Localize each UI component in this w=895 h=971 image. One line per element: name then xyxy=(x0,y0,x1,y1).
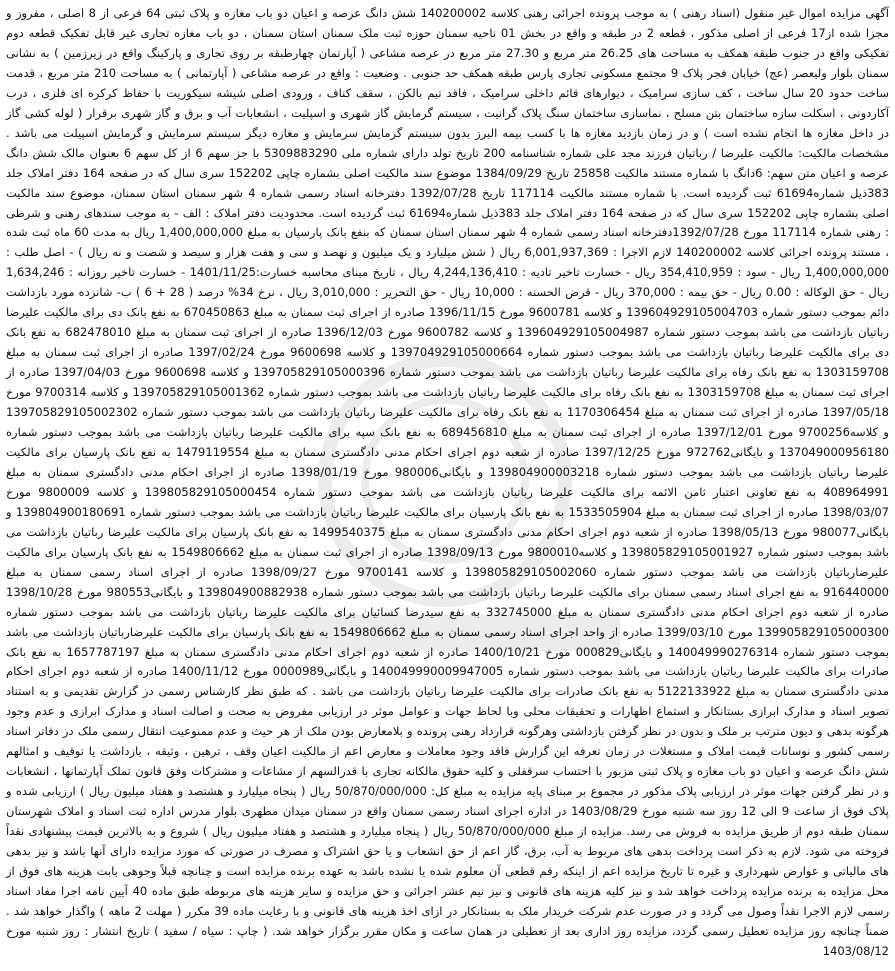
auction-notice-text: آگهی مزایده اموال غیر منقول (اسناد رهنی ) به موجب پرونده اجرائی رهنی کلاسه 140200002 شش دانگ عرصه و اعیان دو باب مغازه و پلاک ثبتی 64 فرعی از 8 اصلی ، مفروز و مجزا شده از17 فرعی از اصلی مذکور ، قطعه 2 در طبقه و واقع در بخش 01 ناحیه سمنان حوزه ثبت ملک سمنان استان سمنان ، دو باب مغازه تجاری غیر قابل تفکیک قطعه دوم تفکیکی واقع در جنوب طبقه همکف به مساحت های 26.25 متر مربع و 27.30 متر مربع در عرصه مشاعی ( آپارتمان چهارطبقه بر روی تجاری و پارکینگ واقع در زیرزمین ) به نشانی سمنان بلوار ولیعصر (عج) خیابان فجر پلاک 9 مجتمع مسکونی تجاری پارس طبقه همکف حد جنوبی . وضعیت : واقع در عرصه مشاعی ( آپارتمانی ) به مساحت 210 متر مربع ، قدمت ساخت حدود 20 سال ساخت ، کف سازی سرامیک ، دیوارهای قائم داخلی سرامیک ، فاقد تیم بالکن ، سقف کناف ، ورودی اصلی شیشه سیکوریت با حفاظ کرکره ای فلزی ، درب آکاردونی ، اسکلت سازه ساختمان بتن مسلح ، نماسازی ساختمان سنگ پلاک گرانیت ، سیستم گرمایش گاز شهری و اسپلیت ، انشعابات آب و برق و گاز شهری برقرار ( لوله کشی گاز در داخل مغازه ها انجام نشده است ) و در زمان بازدید مغازه ها با کسب بیمه البرز بدون سیستم گرمایش سرمایش و مغازه دیگر سیستم سرمایش و گرمایش اسپیلت می باشد . مشخصات مالکیت: مالکیت علیرضا / رباتیان فرزند مجد علی شماره شناسنامه 200 تاریخ تولد دارای شماره ملی 5309883290 با جز سهم 6 از کل سهم 6 بعنوان مالک شش دانگ عرصه و اعیان متن سهم: 6دانگ با شماره مستند مالکیت 25858 تاریخ 1384/09/29 موضوع سند مالکیت اصلی بشماره چاپی 152202 سری سال که در صفحه 164 دفتر املاک جلد 383ذیل شماره61694 ثبت گردیده است. با شماره مستند مالکیت 117114 تاریخ 1392/07/28 دفترخانه اسناد رسمی شماره 4 شهر سمنان استان سمنان، موضوع سند مالکیت اصلی بشماره چاپی 152202 سری سال که در صفحه 164 دفتر املاک جلد 383ذیل شماره61694 ثبت گردیده است. محدودیت دفتر املاک : الف - به موجب سندهای رهنی و شرطی : رهنی شماره 117114 مورخ 1392/07/28دفترخانه اسناد رسمی شماره 4 شهر سمنان استان سمنان که بنفع بانک پارسیان به مبلغ 1,400,000,000 ریال به مدت 60 ماه ثبت شده ، مستند پرونده اجرائی کلاسه 140200002 لازم الاجرا : 6,001,937,369 ریال ( شش میلیارد و یک میلیون و نهصد و سی و هفت هزار و سیصد و شصت و نه ریال ) - اصل طلب : 1,400,000,000 ریال - سود : 354,410,959 ریال - خسارت تاخیر تادیه : 4,244,136,410 ریال ، تاریخ مبنای محاسبه خسارت:1401/11/25 - خسارت تاخیر روزانه : 1,634,246 ریال - حق الوکاله : 0.00 ریال - حق بیمه : 370,000 ریال - قرض الحسنه : 10,000 ریال - حق التحریر : 3,010,000 ریال ، نرخ 34% درصد ( 28 + 6 ) ب- شانزده مورد بازداشت دائم بموجب دستور شماره 139604929105004703 و کلاسه 9600781 مورخ 1396/11/15 صادره از اجرای ثبت سمنان به مبلغ 670450863 به نفع بانک دی برای مالکیت علیرضا رباتیان بازداشت می باشد بموجب دستور شماره 139604929105004987 و کلاسه 9600782 مورخ 1396/12/03 صادره از اجرای ثبت سمنان به مبلغ 682478010 به نفع بانک دی برای مالکیت علیرضا رباتیان بازداشت می باشد بموجب دستور شماره 139704929105000664 و کلاسه 9600698 مورخ 1397/02/24 صادره از اجرای ثبت سمنان به مبلغ 1303159708 به نفع بانک رفاه برای مالکیت علیرضا رباتیان بازداشت می باشد بموجب دستور شماره 139705829105000396 و کلاسه 9600698 مورخ 1397/04/03 صادره از اجرای ثبت سمنان به مبلغ 1303159708 به نفع بانک رفاه برای مالکیت علیرضا رباتیان بازداشت می باشد بموجب دستور شماره 139705829105001362 و کلاسه 9700314 مورخ 1397/05/18 صادره از اجرای ثبت سمنان به مبلغ 1170306454 به نفع بانک رفاه برای مالکیت علیرضا رباتیان بازداشت می باشد بموجب دستور شماره 139705829105002302 و کلاسه9700256 مورخ 1397/12/01 صادره از اجرای ثبت سمنان به مبلغ 689456810 به نفع بانک سپه برای مالکیت علیرضا رباتیان بازداشت می باشد بموجب دستور شماره 137049000956180 و بایگانی972762 مورخ 1397/12/25 صادره از شعبه دوم اجرای احکام مدنی دادگستری سمنان به مبلغ 1479119554 به نفع بانک پارسیان برای مالکیت علیرضا رباتیان بازداشت می باشد بموجب دستور شماره 139804900003218 و بایگانی980006 مورخ 1398/01/19 صادره از اجرای احکام مدنی دادگستری سمنان به مبلغ 408964991 به نفع تعاونی اعتبار ثامن الائمه برای مالکیت علیرضا رباتیان بازداشت می باشد بموجب دستور شماره 139805829105000454 و کلاسه 9800009 مورخ 1398/03/07 صادره از اجرای ثبت سمنان به مبلغ 1533505904 به نفع بانک پارسیان برای مالکیت علیرضا رباتیان بازداشت می باشد بموجب دستور شماره 139804900180691 و بایگانی980077 مورخ 1398/05/13 صادره از شعبه دوم اجرای احکام مدنی دادگستری سمنان به مبلغ 1499540375 به نفع بانک پارسیان برای مالکیت علیرضا رباتیان بازداشت می باشد بموجب دستور شماره 139805829105001927 و کلاسه9800010 مورخ 1398/09/13 صادره از اجرای ثبت سمنان به مبلغ 1549806662 به نفع بانک پارسیان برای مالکیت علیرضارباتیان بازداشت می باشد بموجب دستور شماره 139805829105002060 و کلاسه 9700141 مورخ 1398/09/27 صادره از اجرای اسناد رسمی سمنان به مبلغ 916440000 به نفع اجرای اسناد رسمی سمنان برای مالکیت علیرضا رباتیان بازداشت می باشد بموجب دستور شماره 139804900882938 و بایگانی980553 مورخ 1398/10/28 صادره از شعبه دوم اجرای احکام مدنی دادگستری سمنان به مبلغ 332745000 به نفع سیدرضا کسائیان برای مالکیت علیرضا رباتیان بازداشت می باشد بموجب دستور شماره 139905829105000300 مورخ 1399/03/10 صادره از واحد اجرای اسناد رسمی سمنان به مبلغ 1549806662 به نفع بانک پارسیان برای مالکیت علیرضارباتیان بازداشت می باشد بموجب دستور شماره 140049990276314 و بایگانی000829 مورخ 1400/10/21 صادره از شعبه دوم اجرای احکام مدنی دادگستری سمنان به مبلغ 1657787197 به نفع بانک صادرات برای مالکیت علیرضا رباتیان بازداشت می باشد بموجب دستور شماره 140049990009947005 و بایگانی0000989 مورخ 1400/11/12 صادره از شعبه دوم اجرای احکام مدنی دادگستری سمنان به مبلغ 5122133922 به نفع بانک صادرات برای مالکیت علیرضا رباتیان بازداشت می باشد . که طبق نظر کارشناس رسمی در گزارش تقدیمی و به استناد تصویر اسناد و مدارک ابرازی بستانکار و استماع اظهارات و تحقیقات محلی وبا لحاظ جهات و عوامل موثر در ارزیابی مفروض به صحت و اصالت اسناد و مدارک ابرازی و عدم وجود هرگونه بدهی و دیون مترتب بر ملک و بدون در نظر گرفتن بازداشتی وهرگونه قرارداد رهنی پرونده و بلامعارض بودن ملک از هر حیث و عدم ممنوعیت انتقال رسمی ملک در دفاتر اسناد رسمی کشور و نوسانات قیمت املاک و مستغلات در زمان تعرفه این گزارش فاقد وجود معاملات و معارض اعم از مالکیت اعیان وقف ، ترهین ، وثیقه ، بازداشت یا توقیف و امثالهم شش دانگ عرصه و اعیان دو باب مغازه و پلاک ثبتی مزبور با احتساب سرقفلی و کلیه حقوق مالکانه تجاری با قدرالسهم از مشاعات و مشترکات وفق قانون تملک آپارتمانها ، انشعابات و در نظر گرفتن جهات موثر در ارزیابی پلاک مذکور در مجموع بر مبنای پایه مزایده به مبلغ کل: 50/870/000/000 ریال ( پنجاه میلیارد و هشتصد و هفتاد میلیون ریال ) ارزیابی شده و پلاک فوق از ساعت 9 الی 12 روز سه شنبه مورخ 1403/08/29 در اداره اجرای اسناد رسمی سمنان واقع در سمنان میدان مطهری بلوار مدرس اداره ثبت اسناد و املاک شهرستان سمنان طبقه دوم از طریق مزایده به فروش می رسد. مزایده از مبلغ 50/870/000/000 ریال ( پنجاه میلیارد و هشتصد و هفتاد میلیون ریال ) شروع و به بالاترین قیمت پیشنهادی نقداً فروخته می شود. لازم به ذکر است پرداخت بدهی های مربوط به آب، برق، گاز اعم از حق انشعاب و یا حق اشتراک و مصرف در صورتی که مورد مزایده دارای آنها باشد و نیز بدهی های مالیاتی و عوارض شهرداری و غیره تا تاریخ مزایده اعم از اینکه رقم قطعی آن معلوم شده یا نشده باشد به عهده برنده مزایده است و چنانچه قبلاً وجوهی بابت هزینه های فوق از محل مزایده به برنده مزایده پرداخت خواهد شد و نیز کلیه هزینه های قانونی و نیز نیم عشر اجرائی و حق مزایده و سایر هزینه های مربوطه طبق ماده 40 آیین نامه اجرا مفاد اسناد رسمی لازم الاجرا نقداً وصول می گردد و در صورت عدم شرکت خریدار ملک به بستانکار در ازای اخذ هزینه های قانونی و با رعایت ماده 39 مکرر ( مهلت 2 ماهه ) واگذار خواهد شد . ضمناً چنانچه روز مزایده تعطیل رسمی گردد، مزایده روز اداری بعد از تعطیلی در همان ساعت و مکان مقرر برگزار خواهد شد. ( چاپ : سیاه / سفید ) تاریخ انتشار : روز شنبه مورخ 1403/08/12 xyxy=(6,6,890,958)
